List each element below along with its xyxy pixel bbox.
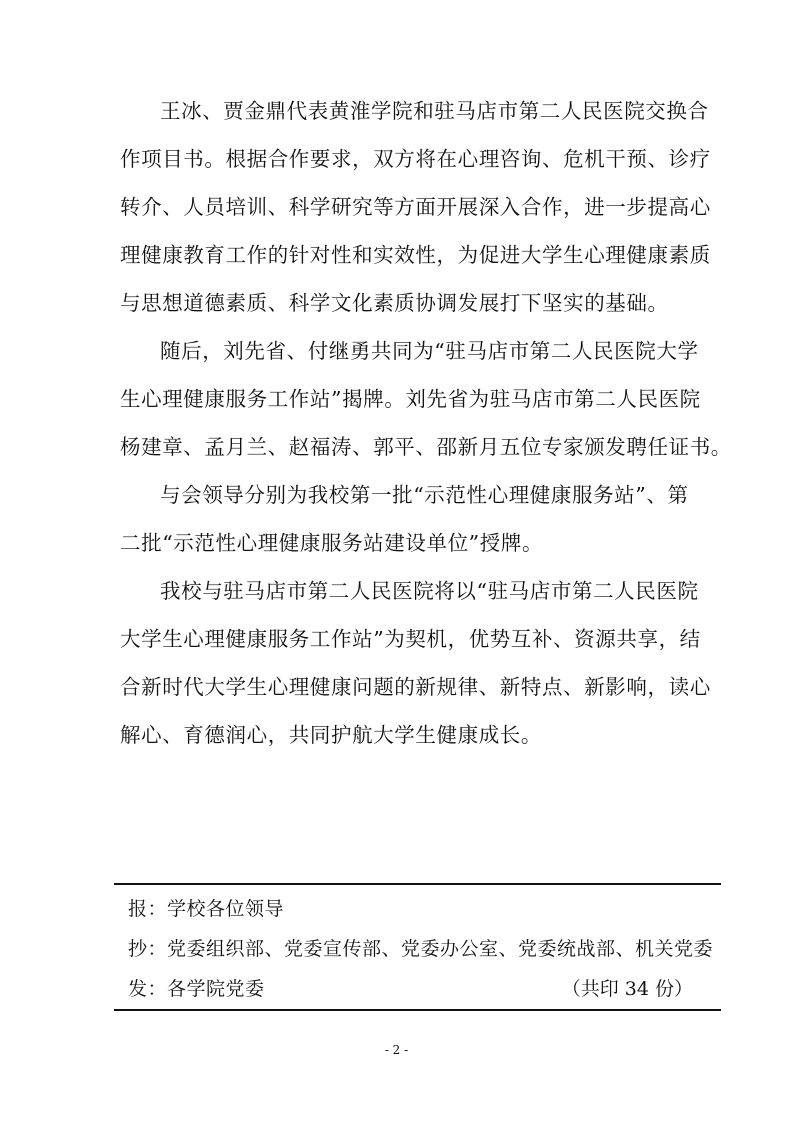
paragraph-1-line-5: 与思想道德素质、科学文化素质协调发展打下坚实的基础。	[120, 291, 669, 315]
paragraph-2-line-3: 杨建章、孟月兰、赵福涛、郭平、邵新月五位专家颁发聘任证书。	[120, 435, 732, 459]
paragraph-4-line-2: 大学生心理健康服务工作站”为契机，优势互补、资源共享，结	[120, 627, 701, 651]
distribution-bottom-rule	[114, 1009, 721, 1011]
distribution-top-rule	[114, 883, 721, 885]
paragraph-3-line-2: 二批“示范性心理健康服务站建设单位”授牌。	[120, 531, 544, 555]
page-number: - 2 -	[384, 1043, 409, 1057]
paragraph-1-line-4: 理健康教育工作的针对性和实效性，为促进大学生心理健康素质	[120, 243, 711, 267]
paragraph-1-line-3: 转介、人员培训、科学研究等方面开展深入合作，进一步提高心	[120, 195, 711, 219]
send-to-line: 发：各学院党委	[128, 978, 265, 1000]
paragraph-4-line-1: 我校与驻马店市第二人民医院将以“驻马店市第二人民医院	[160, 579, 699, 603]
paragraph-3-line-1: 与会领导分别为我校第一批“示范性心理健康服务站”、第	[160, 483, 689, 507]
paragraph-4-line-4: 解心、育德润心，共同护航大学生健康成长。	[120, 723, 542, 747]
paragraph-1-line-2: 作项目书。根据合作要求，双方将在心理咨询、危机干预、诊疗	[120, 147, 711, 171]
copies-count: （共印 34 份）	[561, 978, 693, 1000]
paragraph-2-line-2: 生心理健康服务工作站”揭牌。刘先省为驻马店市第二人民医院	[120, 387, 701, 411]
paragraph-1-line-1: 王冰、贾金鼎代表黄淮学院和驻马店市第二人民医院交换合	[160, 99, 709, 123]
paragraph-4-line-3: 合新时代大学生心理健康问题的新规律、新特点、新影响，读心	[120, 675, 711, 699]
copy-to-line: 抄：党委组织部、党委宣传部、党委办公室、党委统战部、机关党委	[128, 938, 714, 960]
paragraph-2-line-1: 随后，刘先省、付继勇共同为“驻马店市第二人民医院大学	[160, 339, 699, 363]
report-to-line: 报：学校各位领导	[128, 898, 285, 920]
